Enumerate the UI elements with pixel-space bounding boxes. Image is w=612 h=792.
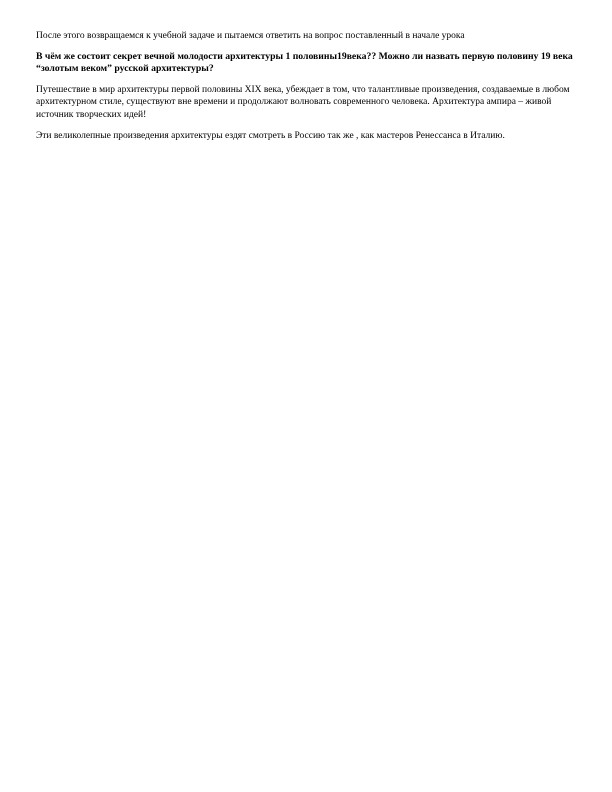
conclusion-paragraph: Эти великолепные произведения архитектуры ездят смотреть в Россию так же , как мастеров Ренессанса в Италию. xyxy=(36,130,505,141)
question-paragraph: В чём же состоит секрет вечной молодости архитектуры 1 половины19века?? Можно ли назвать первую половину 19 века “золотым веком” русской архитектуры? xyxy=(36,50,573,75)
intro-paragraph: После этого возвращаемся к учебной задаче и пытаемся ответить на вопрос поставленный в начале урока xyxy=(36,31,465,41)
journey-paragraph: Путешествие в мир архитектуры первой половины XIX века, убеждает в том, что талантливые произведения, создаваемые в любом архитектурном стиле, существуют вне времени и продолжают волновать современного человека. Архитектура ампира – живой источник творческих идей! xyxy=(36,84,570,120)
document-page xyxy=(36,30,584,142)
